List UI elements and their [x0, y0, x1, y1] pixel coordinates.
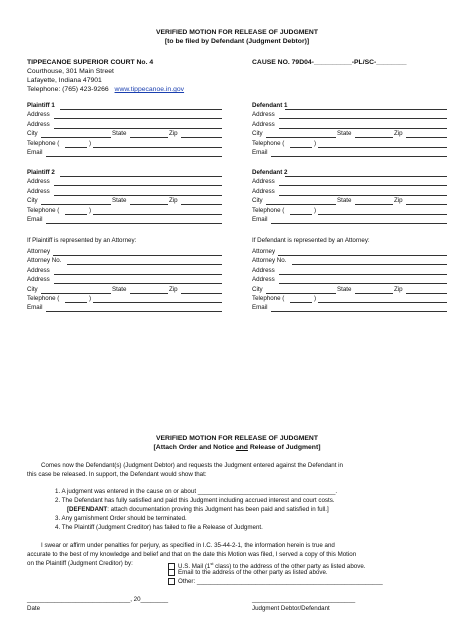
court-name: TIPPECANOE SUPERIOR COURT No. 4: [27, 59, 154, 66]
plaintiff-1-address-label: Address: [27, 120, 50, 128]
intro-line-2: this case be released. In support, the Defendant would show that:: [27, 471, 207, 478]
defendant-attorney-label: If Defendant is represented by an Attorney:: [252, 237, 370, 244]
plaintiff-2-zip-line[interactable]: [181, 204, 222, 205]
defendant-2-address-line[interactable]: [279, 195, 447, 196]
signature-label: Judgment Debtor/Defendant: [252, 605, 330, 612]
item-2-note: [67, 506, 329, 514]
plaintiff-2-address-line[interactable]: [54, 195, 222, 196]
plaintiff-attorney-address-line[interactable]: [54, 283, 222, 284]
plaintiff-1-zip-label: Zip: [169, 130, 178, 138]
checkbox-icon[interactable]: [168, 569, 175, 576]
plaintiff-attorney-address-line[interactable]: [54, 274, 222, 275]
court-address-line1: Courthouse, 301 Main Street: [27, 68, 114, 75]
defendant-1-state-label: State: [337, 130, 352, 138]
defendant-2-telephone-label: Telephone (: [252, 206, 285, 214]
form-title: VERIFIED MOTION FOR RELEASE OF JUDGMENT: [155, 29, 318, 36]
plaintiff-2-address-line[interactable]: [54, 185, 222, 186]
defendant-2-address-label: Address: [252, 187, 275, 195]
defendant-1-telephone-line[interactable]: [318, 147, 447, 148]
motion-subtitle-pre: [Attach Order and Notice: [153, 444, 236, 451]
intro-line-1: Comes now the Defendant(s) (Judgment Debtor) and requests the Judgment entered against the Defendant in: [41, 462, 343, 469]
defendant-2-area-code-line[interactable]: [290, 214, 312, 215]
plaintiff-attorney-telephone-paren: ): [89, 295, 92, 302]
defendant-1-area-code-line[interactable]: [290, 147, 312, 148]
defendant-2-telephone-paren: ): [314, 206, 317, 214]
plaintiff-attorney-address-label: Address: [27, 276, 50, 284]
plaintiff-1-area-code-line[interactable]: [65, 147, 87, 148]
plaintiff-2-title: Plaintiff 2: [27, 169, 55, 176]
item-2: 2. The Defendant has fully satisfied and paid this Judgment including accrued interest and court costs.: [55, 497, 335, 504]
defendant-2-state-line[interactable]: [355, 204, 393, 205]
item-2-note-bold: [DEFENDANT: [67, 506, 108, 513]
defendant-2-email-label: Email: [252, 216, 268, 223]
defendant-attorney-telephone-label: Telephone (: [252, 295, 285, 302]
plaintiff-1-email-label: Email: [27, 149, 43, 156]
plaintiff-attorney-label: If Plaintiff is represented by an Attorney:: [27, 237, 137, 244]
plaintiff-attorney-attorney-no-label: Attorney No.: [27, 257, 62, 265]
defendant-1-zip-line[interactable]: [406, 137, 447, 138]
defendant-1-telephone-label: Telephone (: [252, 139, 285, 147]
motion-subtitle: [0, 443, 474, 452]
motion-subtitle-and: and: [235, 444, 248, 451]
item-2-note-rest: : attach documentation proving this Judgment has been paid and satisfied in full.]: [107, 506, 329, 513]
date-label: Date: [27, 605, 41, 612]
court-website-link[interactable]: www.tippecanoe.in.gov: [114, 86, 185, 93]
plaintiff-2-area-code-line[interactable]: [65, 214, 87, 215]
defendant-attorney-address-label: Address: [252, 276, 275, 284]
court-telephone: Telephone: (765) 423-9266: [27, 86, 109, 93]
defendant-attorney-attorney-no-label: Attorney No.: [252, 257, 287, 265]
defendant-2-address-line[interactable]: [279, 185, 447, 186]
plaintiff-2-address-label: Address: [27, 178, 50, 186]
plaintiff-2-state-label: State: [112, 197, 127, 205]
service-option-mail[interactable]: U.S. Mail (1st class) to the address of the other party as listed above.: [168, 560, 365, 571]
defendant-1-state-line[interactable]: [355, 137, 393, 138]
defendant-1-email-label: Email: [252, 149, 268, 156]
plaintiff-1-telephone-line[interactable]: [93, 147, 222, 148]
plaintiff-attorney-zip-label: Zip: [169, 285, 178, 293]
form-subtitle: [to be filed by Defendant (Judgment Debtor)]: [164, 38, 310, 45]
plaintiff-attorney-area-code-line[interactable]: [65, 302, 87, 303]
defendant-attorney-area-code-line[interactable]: [290, 302, 312, 303]
date-line[interactable]: ______________________________, 20________: [27, 596, 169, 603]
plaintiff-attorney-city-label: City: [27, 285, 38, 293]
defendant-1-telephone-paren: ): [314, 139, 317, 147]
plaintiff-1-email-line[interactable]: [46, 156, 222, 157]
item-1: 1. A judgment was entered in the cause on or about ________________________________________.: [55, 488, 338, 495]
plaintiff-1-name-line[interactable]: [60, 109, 222, 110]
defendant-2-address-label: Address: [252, 178, 275, 186]
defendant-1-name-line[interactable]: [285, 109, 447, 110]
plaintiff-1-city-label: City: [27, 130, 38, 138]
plaintiff-1-state-label: State: [112, 130, 127, 138]
plaintiff-2-zip-label: Zip: [169, 197, 178, 205]
plaintiff-2-city-label: City: [27, 197, 38, 205]
plaintiff-2-telephone-line[interactable]: [93, 214, 222, 215]
defendant-attorney-state-line[interactable]: [355, 293, 393, 294]
plaintiff-attorney-state-label: State: [112, 285, 127, 293]
defendant-attorney-email-line[interactable]: [271, 311, 447, 312]
plaintiff-1-telephone-label: Telephone (: [27, 139, 60, 147]
checkbox-icon[interactable]: [168, 578, 175, 585]
plaintiff-attorney-attorney-no-line[interactable]: [67, 264, 222, 265]
defendant-attorney-telephone-paren: ): [314, 295, 317, 302]
service-option-email[interactable]: Email to the address of the other party as listed above.: [168, 569, 328, 577]
plaintiff-attorney-zip-line[interactable]: [181, 293, 222, 294]
defendant-1-zip-label: Zip: [394, 130, 403, 138]
defendant-attorney-address-line[interactable]: [279, 283, 447, 284]
defendant-1-email-line[interactable]: [271, 156, 447, 157]
defendant-attorney-city-label: City: [252, 285, 263, 293]
defendant-1-title: Defendant 1: [252, 102, 288, 109]
plaintiff-attorney-email-label: Email: [27, 304, 43, 312]
plaintiff-2-name-line[interactable]: [60, 176, 222, 177]
plaintiff-2-email-line[interactable]: [46, 223, 222, 224]
service-option-other[interactable]: Other: ______________________________________________________: [168, 578, 383, 586]
plaintiff-attorney-address-label: Address: [27, 266, 50, 274]
plaintiff-1-telephone-paren: ): [89, 139, 92, 147]
defendant-1-address-label: Address: [252, 120, 275, 128]
defendant-attorney-email-label: Email: [252, 304, 268, 312]
plaintiff-2-telephone-label: Telephone (: [27, 206, 60, 214]
motion-title: VERIFIED MOTION FOR RELEASE OF JUDGMENT: [155, 435, 318, 442]
defendant-attorney-address-label: Address: [252, 266, 275, 274]
defendant-2-email-line[interactable]: [271, 223, 447, 224]
defendant-attorney-address-line[interactable]: [279, 274, 447, 275]
defendant-2-state-label: State: [337, 197, 352, 205]
plaintiff-2-telephone-paren: ): [89, 206, 92, 214]
defendant-2-telephone-line[interactable]: [318, 214, 447, 215]
defendant-2-title: Defendant 2: [252, 169, 288, 176]
defendant-2-zip-label: Zip: [394, 197, 403, 205]
cause-number: CAUSE NO. 79D04-__________-PL/SC-________: [252, 59, 407, 66]
plaintiff-1-address-label: Address: [27, 111, 50, 119]
defendant-attorney-attorney-no-line[interactable]: [292, 264, 447, 265]
defendant-attorney-telephone-line[interactable]: [318, 302, 447, 303]
plaintiff-attorney-telephone-label: Telephone (: [27, 295, 60, 302]
defendant-attorney-attorney-line[interactable]: [278, 255, 447, 256]
plaintiff-1-title: Plaintiff 1: [27, 102, 55, 109]
plaintiff-2-address-label: Address: [27, 187, 50, 195]
affirm-line-2: accurate to the best of my knowledge and belief and that on the date this Motion was filed, I served a copy of this Motion: [27, 551, 357, 558]
defendant-attorney-attorney-label: Attorney: [252, 248, 276, 255]
plaintiff-1-zip-line[interactable]: [181, 137, 222, 138]
court-telephone-line: [27, 85, 184, 94]
defendant-1-address-line[interactable]: [279, 118, 447, 119]
plaintiff-2-state-line[interactable]: [130, 204, 168, 205]
defendant-2-zip-line[interactable]: [406, 204, 447, 205]
plaintiff-attorney-email-line[interactable]: [46, 311, 222, 312]
motion-subtitle-post: Release of Judgment]: [247, 444, 321, 451]
plaintiff-attorney-attorney-line[interactable]: [53, 255, 222, 256]
affirm-line-1: I swear or affirm under penalties for perjury, as specified in I.C. 35-44-2-1, the information herein is true and: [41, 542, 335, 549]
plaintiff-1-address-line[interactable]: [54, 118, 222, 119]
item-4: 4. The Plaintiff (Judgment Creditor) has failed to file a Release of Judgment.: [55, 524, 263, 531]
plaintiff-attorney-attorney-label: Attorney: [27, 248, 51, 255]
signature-line[interactable]: ______________________________: [252, 596, 356, 603]
defendant-1-city-label: City: [252, 130, 263, 138]
affirm-line-3: on the Plaintiff (Judgment Creditor) by:: [27, 560, 133, 567]
court-address-line2: Lafayette, Indiana 47901: [27, 77, 102, 84]
plaintiff-attorney-telephone-line[interactable]: [93, 302, 222, 303]
defendant-2-city-label: City: [252, 197, 263, 205]
defendant-attorney-zip-label: Zip: [394, 285, 403, 293]
defendant-2-name-line[interactable]: [285, 176, 447, 177]
defendant-attorney-state-label: State: [337, 285, 352, 293]
plaintiff-1-state-line[interactable]: [130, 137, 168, 138]
item-3: 3. Any garnishment Order should be terminated.: [55, 515, 187, 522]
defendant-1-address-line[interactable]: [279, 128, 447, 129]
defendant-attorney-zip-line[interactable]: [406, 293, 447, 294]
plaintiff-attorney-state-line[interactable]: [130, 293, 168, 294]
plaintiff-1-address-line[interactable]: [54, 128, 222, 129]
defendant-1-address-label: Address: [252, 111, 275, 119]
plaintiff-2-email-label: Email: [27, 216, 43, 223]
